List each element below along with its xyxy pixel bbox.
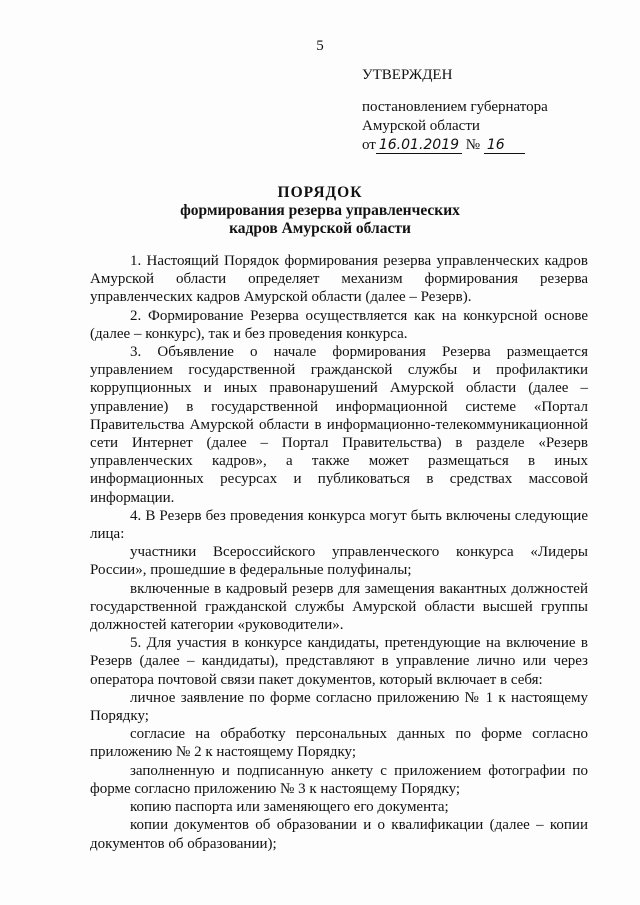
paragraph: участники Всероссийского управленческого конкурса «Лидеры России», прошедшие в федеральные полуфиналы;: [90, 544, 588, 579]
paragraph: согласие на обработку персональных данных по форме согласно приложению № 2 к настоящему Порядку;: [90, 726, 588, 761]
page-number: 5: [316, 38, 324, 54]
approval-stamp: [362, 66, 548, 155]
paragraph: 4. В Резерв без проведения конкурса могут быть включены следующие лица:: [90, 507, 588, 543]
paragraph: 2. Формирование Резерва осуществляется как на конкурсной основе (далее – конкурс), так и без проведения конкурса.: [90, 307, 588, 342]
paragraph: копии документов об образовании и о квалификации (далее – копии документов об образовании);: [90, 817, 588, 852]
date-prefix: от: [362, 137, 376, 153]
document-title: [0, 184, 640, 238]
approval-line-2: Амурской области: [362, 118, 480, 134]
paragraph: 3. Объявление о начале формирования Резерва размещается управлением государственной гражданской службы и профилактики коррупционных и иных правонарушений Амурской области (далее – управление) в государственной информационной системе «Портал Правительства Амурской области в информационно-телекоммуникационной сети Интернет (далее – Портал Правительства) в разделе «Резерв управленческих кадров», а также может размещаться в иных информационных ресурсах и публиковаться в средствах массовой информации.: [90, 344, 588, 506]
title-main: ПОРЯДОК: [277, 184, 363, 201]
paragraph: личное заявление по форме согласно приложению № 1 к настоящему Порядку;: [90, 689, 588, 725]
title-line-2: формирования резерва управленческих: [180, 202, 460, 219]
approval-date-line: [362, 136, 548, 155]
paragraph: копию паспорта или заменяющего его документа;: [130, 799, 449, 816]
handwritten-number: 16: [484, 137, 525, 154]
paragraph: заполненную и подписанную анкету с приложением фотографии по форме согласно приложению № 3 к настоящему Порядку;: [90, 762, 588, 797]
title-line-3: кадров Амурской области: [229, 220, 411, 237]
approval-heading: УТВЕРЖДЕН: [362, 67, 453, 83]
paragraph: 1. Настоящий Порядок формирования резерва управленческих кадров Амурской области определяет механизм формирования резерва управленческих кадров Амурской области (далее – Резерв).: [90, 253, 588, 306]
approval-line-1: постановлением губернатора: [362, 99, 548, 115]
document-body: [90, 252, 588, 853]
number-prefix: №: [465, 137, 481, 153]
handwritten-date: 16.01.2019: [376, 137, 462, 154]
paragraph: включенные в кадровый резерв для замещения вакантных должностей государственной гражданской службы Амурской области высшей группы должностей категории «руководители».: [90, 580, 588, 634]
paragraph: 5. Для участия в конкурсе кандидаты, претендующие на включение в Резерв (далее – кандидаты), представляют в управление лично или через оператора почтовой связи пакет документов, который включает в себя:: [90, 635, 588, 688]
